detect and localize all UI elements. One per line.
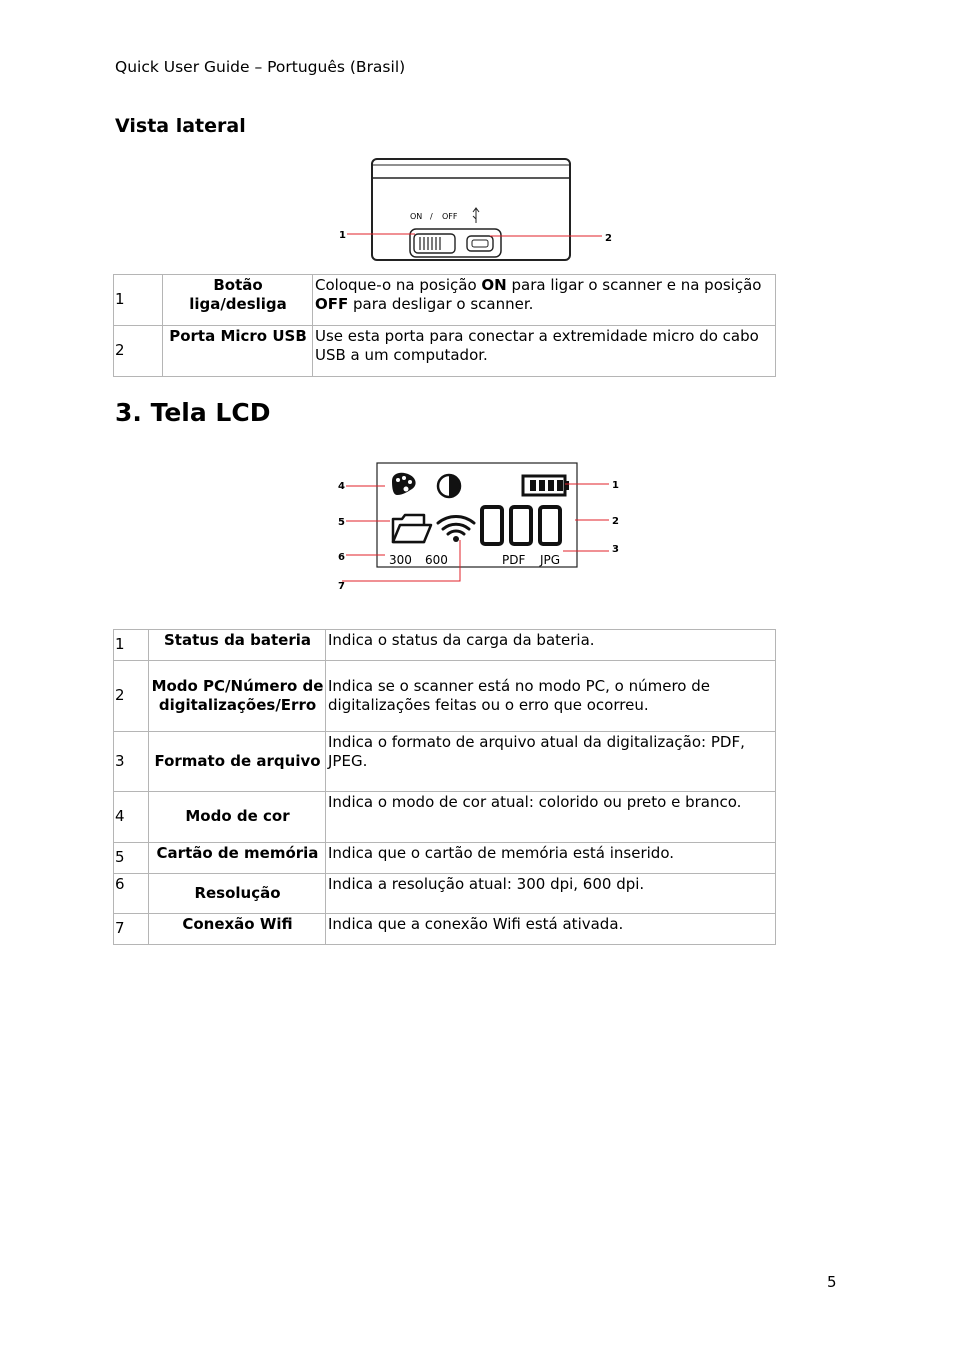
lcd-callout-1: 1 xyxy=(612,480,619,491)
row-name: Status da bateria xyxy=(149,630,326,661)
resolution-300-label: 300 xyxy=(389,553,412,567)
row-name: Cartão de memória xyxy=(149,843,326,874)
table-row xyxy=(114,630,776,661)
row-description: Use esta porta para conectar a extremidade micro do cabo USB a um computador. xyxy=(313,326,776,377)
switch-sep-label: / xyxy=(430,212,433,221)
row-name: Formato de arquivo xyxy=(149,732,326,792)
table-row xyxy=(114,792,776,843)
page-number: 5 xyxy=(827,1273,837,1291)
row-number: 7 xyxy=(114,914,149,945)
switch-off-label: OFF xyxy=(442,212,458,221)
contrast-icon xyxy=(438,475,460,497)
table-row xyxy=(114,874,776,914)
callout-2: 2 xyxy=(605,233,612,244)
row-name: Resolução xyxy=(149,874,326,914)
lcd-callout-6: 6 xyxy=(338,552,345,563)
lcd-screen-diagram xyxy=(330,455,630,595)
table-row xyxy=(114,732,776,792)
format-jpg-label: JPG xyxy=(540,553,561,567)
row-number: 2 xyxy=(114,661,149,732)
page-header: Quick User Guide – Português (Brasil) xyxy=(115,58,406,76)
row-number: 6 xyxy=(114,874,149,914)
row-description: Indica o modo de cor atual: colorido ou preto e branco. xyxy=(326,792,776,843)
micro-usb-port xyxy=(467,236,493,251)
row-description: Indica a resolução atual: 300 dpi, 600 dpi. xyxy=(326,874,776,914)
switch-on-label: ON xyxy=(410,212,423,221)
row-description: Coloque-o na posição ON para ligar o scanner e na posição OFF para desligar o scanner. xyxy=(313,275,776,326)
lcd-callout-5: 5 xyxy=(338,517,345,528)
table-row xyxy=(114,843,776,874)
scanner-side-view-diagram xyxy=(330,150,630,268)
row-number: 3 xyxy=(114,732,149,792)
row-number: 5 xyxy=(114,843,149,874)
table-row xyxy=(114,275,776,326)
row-name: Modo de cor xyxy=(149,792,326,843)
row-number: 1 xyxy=(114,630,149,661)
row-name: Conexão Wifi xyxy=(149,914,326,945)
table-row xyxy=(114,661,776,732)
row-description: Indica que a conexão Wifi está ativada. xyxy=(326,914,776,945)
row-description: Indica o status da carga da bateria. xyxy=(326,630,776,661)
lcd-callout-4: 4 xyxy=(338,481,345,492)
lcd-table xyxy=(113,629,776,945)
lcd-callout-2: 2 xyxy=(612,516,619,527)
resolution-600-label: 600 xyxy=(425,553,448,567)
row-description: Indica que o cartão de memória está inserido. xyxy=(326,843,776,874)
row-name: Botão liga/desliga xyxy=(163,275,313,326)
callout-1: 1 xyxy=(339,230,346,241)
row-number: 1 xyxy=(114,275,163,326)
table-row xyxy=(114,326,776,377)
row-name: Modo PC/Número de digitalizações/Erro xyxy=(149,661,326,732)
row-name: Porta Micro USB xyxy=(163,326,313,377)
lcd-callout-3: 3 xyxy=(612,544,619,555)
row-description: Indica se o scanner está no modo PC, o número de digitalizações feitas ou o erro que ocorreu. xyxy=(326,661,776,732)
table-row xyxy=(114,914,776,945)
side-view-table xyxy=(113,274,776,377)
battery-icon xyxy=(523,476,569,495)
row-number: 2 xyxy=(114,326,163,377)
lcd-callout-7: 7 xyxy=(338,581,345,592)
format-pdf-label: PDF xyxy=(502,553,526,567)
row-number: 4 xyxy=(114,792,149,843)
section-title-side-view: Vista lateral xyxy=(115,115,246,137)
section-title-lcd: 3. Tela LCD xyxy=(115,398,271,427)
row-description: Indica o formato de arquivo atual da digitalização: PDF, JPEG. xyxy=(326,732,776,792)
